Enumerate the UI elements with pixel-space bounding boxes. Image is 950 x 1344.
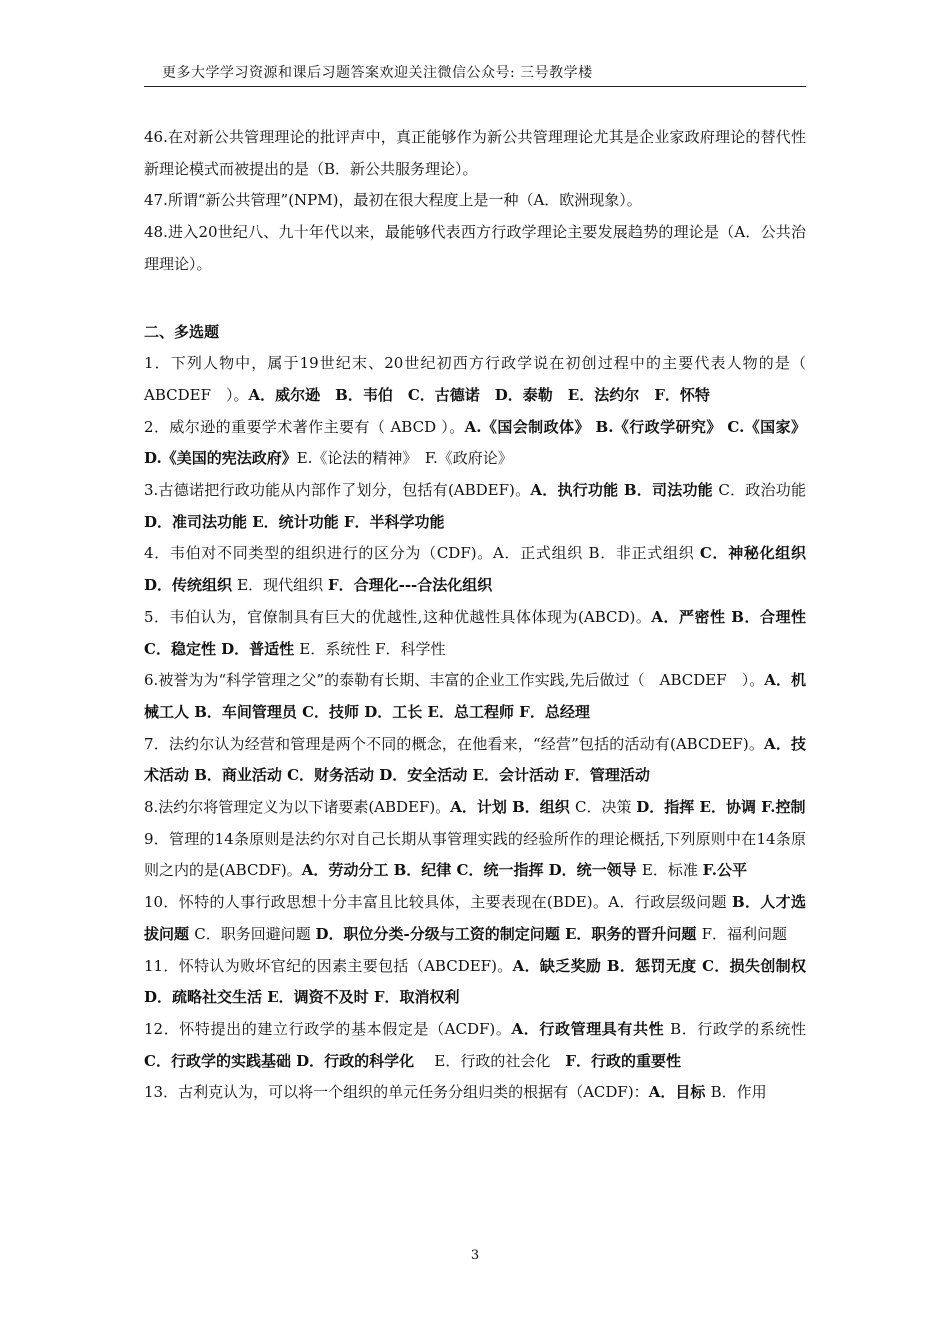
question-46: 46.在对新公共管理理论的批评声中，真正能够作为新公共管理理论尤其是企业家政府理论的替代性新理论模式而被提出的是（B．新公共服务理论）。: [144, 128, 806, 178]
question-text: 10．怀特的人事行政思想十分丰富且比较具体，主要表现在(BDE)。A．行政层级问题: [144, 893, 732, 912]
question-text: E．现代组织: [237, 576, 328, 595]
question-text: C．职务回避问题: [194, 924, 316, 943]
question-text: 12．怀特提出的建立行政学的基本假定是（ACDF)。: [144, 1019, 512, 1038]
question-text: B．作用: [710, 1083, 767, 1102]
multi-question-11: [144, 951, 806, 1014]
question-text: E．标准: [641, 861, 703, 880]
question-text: 2．威尔逊的重要学术著作主要有（ ABCD ）。: [144, 417, 465, 436]
question-text: E．系统性 F．科学性: [299, 639, 446, 658]
answer-highlight: D．指挥 E．协调 F.控制: [636, 798, 806, 817]
multi-question-2: [144, 412, 806, 475]
multi-question-8: [144, 792, 806, 824]
question-text: 11．怀特认为败坏官纪的因素主要包括（ABCDEF)。: [144, 956, 513, 975]
answer-highlight: C．行政学的实践基础 D．行政的科学化: [144, 1051, 420, 1070]
answer-highlight: A．技术活动 B．商业活动 C．财务活动 D．安全活动 E．会计活动 F．管理活动: [144, 734, 806, 785]
multi-question-10: [144, 887, 806, 950]
document-body: [144, 122, 822, 1109]
answer-highlight: A．计划 B．组织: [450, 798, 576, 817]
multi-question-9: [144, 824, 806, 887]
multiple-choice-list: [144, 348, 822, 1109]
question-text: 6.被誉为为“科学管理之父”的泰勒有长期、丰富的企业工作实践,先后做过（ ABCDEF ）。: [144, 671, 765, 690]
question-text: 5．韦伯认为，官僚制具有巨大的优越性,这种优越性具体体现为(ABCD)。: [144, 607, 652, 626]
answer-highlight: A．缺乏奖励 B．惩罚无度 C．损失创制权 D．疏略社交生活 E．调资不及时 F．取消权利: [144, 956, 807, 1007]
question-text: F．福利问题: [701, 924, 788, 943]
multi-question-3: [144, 475, 806, 538]
multi-question-4: [144, 538, 806, 601]
page-header: 更多大学学习资源和课后习题答案欢迎关注微信公众号: 三号教学楼: [162, 65, 593, 81]
question-text: 9．管理的14条原则是法约尔对自己长期从事管理实践的经验所作的理论概括,下列原则中在14条原则之内的是(ABCDF)。: [144, 829, 806, 880]
page-number: 3: [470, 1248, 480, 1263]
multi-question-5: [144, 602, 806, 665]
answer-highlight: A．劳动分工 B．纪律 C．统一指挥 D．统一领导: [301, 861, 642, 880]
multi-question-12: [144, 1014, 806, 1077]
question-text: C．决策: [575, 798, 637, 817]
multi-question-1: [144, 348, 822, 411]
question-text: E．行政的社会化: [419, 1051, 566, 1070]
answer-highlight: F．合理化---合法化组织: [327, 576, 493, 595]
question-text: 7．法约尔认为经营和管理是两个不同的概念，在他看来，“经营”包括的活动有(ABCDEF)。: [144, 734, 765, 753]
question-text: C．政治功能: [718, 481, 807, 500]
section-gap: [144, 281, 806, 317]
multi-question-7: [144, 729, 806, 792]
answer-highlight: F．行政的重要性: [565, 1051, 682, 1070]
multi-question-13: [144, 1077, 806, 1109]
question-48: 48.进入20世纪八、九十年代以来，最能够代表西方行政学理论主要发展趋势的理论是（A．公共治理理论）。: [144, 223, 806, 273]
answer-highlight: D．职位分类-分级与工资的制定问题 E．职务的晋升问题: [315, 924, 702, 943]
question-text: 13．古利克认为，可以将一个组织的单元任务分组归类的根据有（ACDF)：: [144, 1083, 649, 1102]
answer-highlight: A．执行功能 B．司法功能: [530, 481, 719, 500]
question-text: 8.法约尔将管理定义为以下诸要素(ABDEF)。: [144, 798, 451, 817]
multi-question-6: [144, 665, 806, 728]
question-text: B．行政学的系统性: [670, 1019, 806, 1038]
question-text: 3.古德诺把行政功能从内部作了划分，包括有(ABDEF)。: [144, 481, 531, 500]
answer-highlight: A.《国会制政体》 B.《行政学研究》 C.《国家》D.《美国的宪法政府》: [144, 417, 807, 468]
answer-highlight: C．神秘化组织 D．传统组织: [144, 544, 806, 595]
question-text: E.《论法的精神》 F.《政府论》: [296, 449, 513, 468]
question-47: 47.所谓“新公共管理”(NPM)，最初在很大程度上是一种（A．欧洲现象）。: [144, 191, 642, 210]
answer-highlight: F.公平: [702, 861, 747, 880]
answer-highlight: D．准司法功能 E．统计功能 F．半科学功能: [144, 512, 445, 531]
answer-highlight: A．威尔逊 B．韦伯 C．古德诺 D．泰勒 E．法约尔 F．怀特: [248, 385, 710, 404]
answer-highlight: A．严密性 B．合理性 C．稳定性 D．普适性: [144, 607, 807, 658]
section-title: 二、多选题: [144, 322, 220, 341]
answer-highlight: A．机械工人 B．车间管理员 C．技师 D．工长 E．总工程师 F．总经理: [144, 671, 807, 721]
answer-highlight: B．人才选拔问题: [144, 893, 806, 943]
question-text: 4．韦伯对不同类型的组织进行的区分为（CDF)。A．正式组织 B．非正式组织: [144, 544, 700, 563]
answer-highlight: A．行政管理具有共性: [511, 1019, 671, 1038]
answer-highlight: A．目标: [648, 1083, 711, 1102]
question-text: 1．下列人物中，属于19世纪末、20世纪初西方行政学说在初创过程中的主要代表人物的是（ ABCDEF ）。: [144, 354, 822, 404]
header-rule: [144, 86, 806, 87]
